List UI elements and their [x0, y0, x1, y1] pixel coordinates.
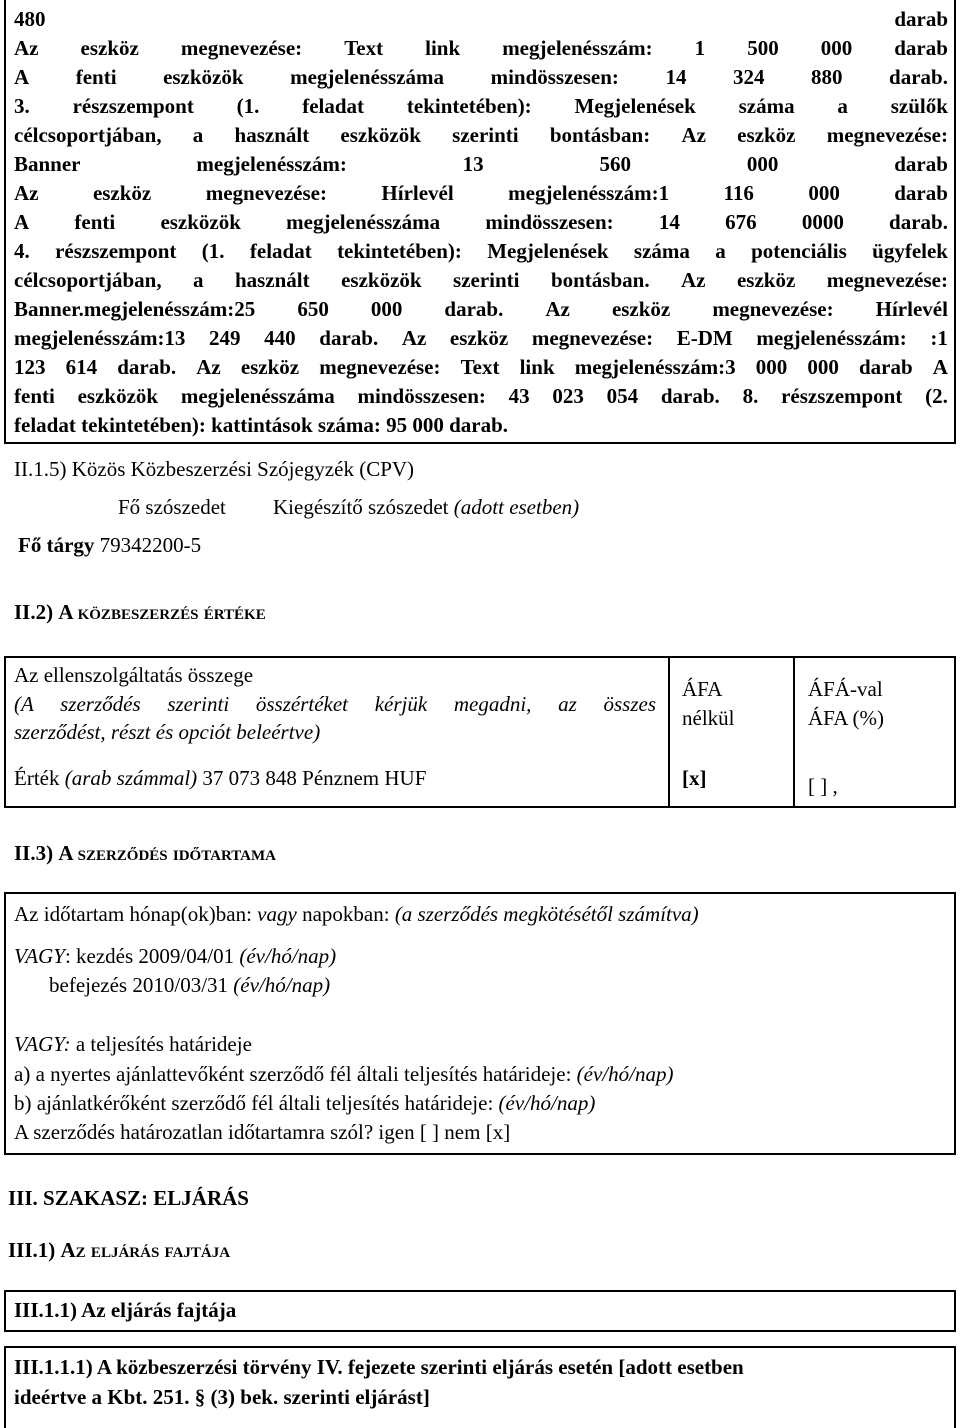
cpv-row-code: 79342200-5	[99, 533, 202, 557]
top-text-word: megjelenésszám:1	[508, 181, 670, 205]
value-table-divider-1	[668, 656, 670, 808]
top-text-word: mindösszesen:	[485, 210, 614, 234]
top-text-word: 4.	[14, 239, 30, 263]
top-text-word: Az	[545, 297, 570, 321]
deadline-b-format: (év/hó/nap)	[498, 1091, 596, 1115]
top-text-word: 000	[820, 36, 853, 60]
end-text: befejezés 2010/03/31	[49, 973, 234, 997]
top-text-word: részszempont	[55, 239, 177, 263]
amount-note-1-text: (A szerződés szerinti összértéket kérjük megadni, az összes	[14, 692, 656, 716]
top-text-line	[14, 150, 948, 179]
top-text-word: eszköz	[80, 36, 139, 60]
top-text-line	[14, 382, 948, 411]
top-text-word: eszköz	[737, 123, 796, 147]
deadline-b	[14, 1089, 595, 1118]
top-text-word: megnevezése:	[531, 326, 654, 350]
deadline-b-text: b) ajánlatkérőként szerződő fél általi teljesítés határideje:	[14, 1091, 499, 1115]
top-text-line	[14, 208, 948, 237]
section3-sub-heading	[8, 1236, 230, 1265]
top-text-word: megjelenésszám:	[196, 152, 347, 176]
deadline-a	[14, 1060, 673, 1089]
top-text-word: Hírlevél	[875, 297, 948, 321]
top-text-word: 650	[297, 297, 329, 321]
top-text-word: mindösszesen:	[357, 384, 486, 408]
cpv-col-extra-note: (adott esetben)	[453, 495, 580, 519]
top-text-word: Az	[681, 268, 706, 292]
top-text-word: célcsoportjában,	[14, 268, 162, 292]
top-text-word: 000	[746, 152, 779, 176]
top-text-word: 8.	[742, 384, 759, 408]
deadline-text: a teljesítés határideje	[70, 1032, 252, 1056]
top-text-word: 324	[732, 65, 765, 89]
amount-note-2: szerződést, részt és opciót beleértve)	[14, 720, 321, 744]
top-text-word: darab	[894, 152, 948, 176]
start-format: (év/hó/nap)	[239, 944, 337, 968]
top-text-line	[14, 266, 948, 295]
top-text-word: eszközök	[163, 65, 244, 89]
top-text-word: eszközök	[160, 210, 241, 234]
top-text-word: megnevezése:	[712, 297, 834, 321]
top-text-word: 249	[209, 326, 241, 350]
cpv-heading: II.1.5) Közös Közbeszerzési Szójegyzék (CPV)	[14, 457, 415, 481]
top-text-line	[14, 63, 948, 92]
cpv-col-main: Fő szószedet	[118, 495, 226, 519]
top-text-word: 000	[808, 181, 840, 205]
top-text-word: eszközök	[340, 123, 421, 147]
top-text-word: Az	[14, 181, 39, 205]
top-text-word: tekintetében):	[406, 94, 532, 118]
top-text-word: megjelenésszáma	[286, 210, 441, 234]
top-text-word: A	[14, 210, 30, 234]
col-vat-incl-1: ÁFÁ-val	[808, 677, 883, 701]
top-text-word: célcsoportjában,	[14, 123, 162, 147]
top-text-word: 440	[264, 326, 296, 350]
top-text-word: feladat tekintetében): kattintások száma: 95 000 darab.	[14, 413, 509, 437]
top-text-word: 023	[552, 384, 584, 408]
top-text-word: Hírlevél	[381, 181, 454, 205]
top-text-line	[14, 5, 948, 34]
start-or: VAGY	[14, 944, 65, 968]
cpv-col-extra-label: Kiegészítő szószedet	[273, 495, 449, 519]
top-text-word: eszközök	[77, 384, 159, 408]
top-text-word: száma	[738, 94, 795, 118]
top-text-word: darab	[894, 36, 948, 60]
currency-label: Pénznem	[302, 766, 380, 790]
top-text-word: feladat	[249, 239, 312, 263]
value-heading	[14, 598, 266, 627]
top-text-line	[14, 179, 948, 208]
value-heading-prefix: II.2)	[14, 600, 59, 624]
top-text-word: eszköz	[240, 355, 300, 379]
procedure-law-line-2: ideértve a Kbt. 251. § (3) bek. szerinti eljárást]	[14, 1385, 430, 1409]
amount-note-1	[14, 690, 656, 719]
procedure-law-line-1: III.1.1.1) A közbeszerzési törvény IV. fejezete szerinti eljárás esetén [adott esetben	[14, 1355, 744, 1379]
top-text-word: 123	[14, 355, 46, 379]
top-text-word: a	[837, 94, 848, 118]
top-text-line	[14, 237, 948, 266]
col-vat-excl-1: ÁFA	[682, 677, 723, 701]
top-text-word: megjelenésszám:3	[574, 355, 736, 379]
value-heading-title: A közbeszerzés értéke	[58, 600, 266, 624]
vat-incl-mark: [ ] ,	[808, 774, 838, 798]
top-text-word: eszköz	[92, 181, 152, 205]
vat-excl-mark: [x]	[682, 766, 707, 790]
top-text-word: darab.	[319, 326, 379, 350]
top-text-word: használt	[234, 268, 310, 292]
top-text-word: száma	[633, 239, 690, 263]
top-text-word: 560	[599, 152, 632, 176]
top-text-word: a	[715, 239, 726, 263]
cpv-row-main	[18, 531, 201, 560]
top-text-word: szerinti	[453, 268, 520, 292]
top-text-word: 14	[665, 65, 687, 89]
top-text-word: (1.	[236, 94, 260, 118]
top-text-word: A	[14, 65, 30, 89]
top-text-word: feladat	[302, 94, 365, 118]
cpv-row-label: Fő tárgy	[18, 533, 95, 557]
top-text-word: megnevezése:	[205, 181, 327, 205]
section3-sub-prefix: III.1)	[8, 1238, 61, 1262]
top-text-word: darab.	[660, 384, 720, 408]
duration-heading-prefix: II.3)	[14, 841, 59, 865]
top-text-word: darab.	[117, 355, 177, 379]
top-text-word: 3.	[14, 94, 30, 118]
top-text-word: link	[425, 36, 461, 60]
top-text-word: szülők	[890, 94, 948, 118]
top-text-word: eszköz	[611, 297, 671, 321]
value-table-divider-2	[793, 656, 795, 808]
deadline-a-text: a) a nyertes ajánlattevőként szerződő fél általi teljesítés határideje:	[14, 1062, 577, 1086]
top-text-line	[14, 121, 948, 150]
top-text-line	[14, 295, 948, 324]
top-text-line	[14, 411, 948, 440]
top-text-word: eszköz	[736, 268, 796, 292]
top-text-word: 500	[747, 36, 779, 60]
start-text: : kezdés 2009/04/01	[64, 944, 240, 968]
duration-heading	[14, 839, 276, 868]
duration-start	[14, 942, 336, 971]
top-text-word: a	[192, 123, 204, 147]
section3-title: III. SZAKASZ: ELJÁRÁS	[8, 1186, 249, 1210]
top-text-word: fenti	[74, 210, 116, 234]
top-text-word: 13	[462, 152, 484, 176]
top-text-word: Az	[401, 326, 427, 350]
top-text-word: megjelenésszám:	[502, 36, 653, 60]
value-amount: 37 073 848	[202, 766, 297, 790]
top-text-word: részszempont	[781, 384, 903, 408]
top-text-word: használt	[234, 123, 310, 147]
top-text-word: bontásban:	[549, 123, 651, 147]
top-text-word: 480	[14, 7, 46, 31]
top-text-line	[14, 324, 948, 353]
top-text-line	[14, 92, 948, 121]
top-text-word: Megjelenések	[487, 239, 609, 263]
top-text-word: megnevezése:	[826, 268, 948, 292]
top-text-word: megjelenésszáma	[180, 384, 335, 408]
duration-heading-title: A szerződés időtartama	[58, 841, 276, 865]
top-text-word: 054	[606, 384, 639, 408]
top-text-line	[14, 353, 948, 382]
top-text-word: 880	[811, 65, 843, 89]
top-text-word: 000	[370, 297, 403, 321]
top-text-word: darab.	[889, 210, 948, 234]
top-text-word: megjelenésszám:13	[14, 326, 186, 350]
top-text-word: ügyfelek	[872, 239, 948, 263]
top-text-word: a	[193, 268, 204, 292]
col-vat-incl-2: ÁFA (%)	[808, 706, 885, 730]
top-text-word: darab.	[889, 65, 948, 89]
duration-note: (a szerződés megkötésétől számítva)	[394, 902, 699, 926]
top-text-word: 614	[65, 355, 98, 379]
currency-value: HUF	[384, 766, 427, 790]
top-text-word: Text	[344, 36, 384, 60]
top-text-word: megnevezése:	[180, 36, 303, 60]
top-text-word: megjelenésszáma	[290, 65, 445, 89]
top-text-word: Az	[681, 123, 706, 147]
top-text-word: Megjelenések	[574, 94, 696, 118]
top-text-word: darab	[894, 181, 948, 205]
top-text-word: 14	[658, 210, 680, 234]
top-text-word: megnevezése:	[826, 123, 948, 147]
top-text-word: megjelenésszám:	[756, 326, 907, 350]
top-text-word: link	[519, 355, 555, 379]
top-text-word: darab	[894, 7, 948, 31]
top-text-word: eszközök	[341, 268, 422, 292]
duration-line-1	[14, 900, 699, 929]
top-text-word: fenti	[75, 65, 117, 89]
top-text-word: (2.	[925, 384, 948, 408]
top-text-word: potenciális	[751, 239, 847, 263]
section3-sub-title: Az eljárás fajtája	[60, 1238, 231, 1262]
top-text-word: (1.	[201, 239, 225, 263]
indefinite-line: A szerződés határozatlan időtartamra szól? igen [ ] nem [x]	[14, 1120, 511, 1144]
value-row	[14, 764, 426, 793]
deadline-line	[14, 1030, 252, 1059]
top-text-word: Banner	[14, 152, 81, 176]
top-text-word: 000	[755, 355, 788, 379]
duration-or: vagy	[257, 902, 297, 926]
top-text-word: Text	[460, 355, 500, 379]
top-text-word: 0000	[801, 210, 844, 234]
top-text-word: 000	[807, 355, 839, 379]
top-text-word: bontásban.	[550, 268, 650, 292]
top-text-word: fenti	[14, 384, 55, 408]
cpv-col-extra	[273, 493, 579, 522]
deadline-or: VAGY:	[14, 1032, 71, 1056]
duration-months-label: Az időtartam hónap(ok)ban:	[14, 902, 258, 926]
amount-title: Az ellenszolgáltatás összege	[14, 663, 254, 687]
top-text-word: darab	[858, 355, 913, 379]
top-text-word: megnevezése:	[319, 355, 441, 379]
top-text-line	[14, 34, 948, 63]
top-text-word: 1	[694, 36, 706, 60]
top-text-word: 676	[725, 210, 757, 234]
value-note: (arab számmal)	[64, 766, 198, 790]
end-format: (év/hó/nap)	[233, 973, 331, 997]
top-text-word: mindösszesen:	[490, 65, 619, 89]
top-text-word: E-DM	[676, 326, 733, 350]
value-label: Érték	[14, 766, 60, 790]
duration-end	[49, 971, 330, 1000]
deadline-a-format: (év/hó/nap)	[576, 1062, 674, 1086]
top-text-word: :1	[930, 326, 948, 350]
col-vat-excl-2: nélkül	[682, 706, 735, 730]
top-text-word: Az	[196, 355, 221, 379]
top-text-word: szerinti	[452, 123, 519, 147]
top-text-word: Az	[14, 36, 39, 60]
top-text-word: Banner.megjelenésszám:25	[14, 297, 256, 321]
top-text-word: 116	[723, 181, 754, 205]
top-text-word: tekintetében):	[337, 239, 462, 263]
top-text-word: eszköz	[449, 326, 509, 350]
top-text-word: A	[932, 355, 948, 379]
top-text-word: darab.	[444, 297, 504, 321]
top-text-word: 43	[508, 384, 530, 408]
procedure-type-label: III.1.1) Az eljárás fajtája	[14, 1298, 237, 1322]
duration-days-label: napokban:	[296, 902, 395, 926]
top-text-word: részszempont	[72, 94, 194, 118]
